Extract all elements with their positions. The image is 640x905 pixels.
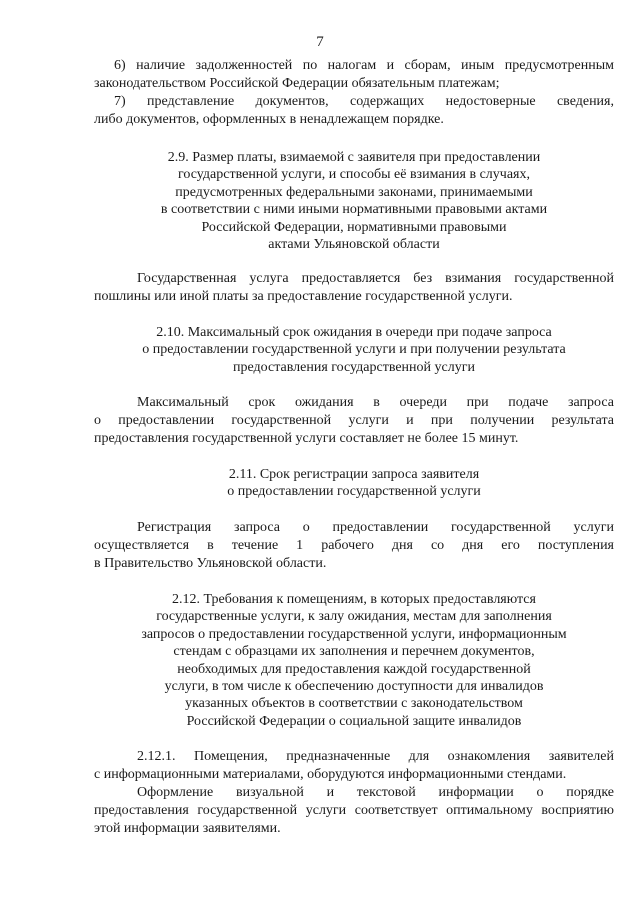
text-line: с информационными материалами, оборудуются информационными стендами. [94,767,567,782]
heading-line: предоставления государственной услуги [233,359,475,375]
text-line: пошлины или иной платы за предоставление государственной услуги. [94,289,513,304]
section-heading [94,591,614,730]
heading-line: предусмотренных федеральными законами, принимаемыми [175,184,533,200]
text-line: Оформление визуальной и текстовой информации о порядке [137,785,614,800]
text-line: осуществляется в течение 1 рабочего дня со дня его поступления [94,538,614,553]
section-heading [94,324,614,376]
paragraph [94,519,614,573]
heading-line: указанных объектов в соответствии с законодательством [185,696,523,712]
heading-line: Российской Федерации, нормативными правовыми [201,219,507,235]
heading-line: стендам с образцами их заполнения и перечнем документов, [173,644,535,660]
heading-line: Российской Федерации о социальной защите инвалидов [186,713,522,729]
text-line: Максимальный срок ожидания в очереди при подаче запроса [137,395,614,410]
heading-line: актами Ульяновской области [268,237,440,253]
heading-line: о предоставлении государственной услуги и при получении результата [142,342,566,358]
heading-line: государственной услуги, и способы её взимания в случаях, [178,167,530,183]
paragraph [94,748,614,838]
heading-line: 2.10. Максимальный срок ожидания в очереди при подаче запроса [156,325,552,340]
text-line: 2.12.1. Помещения, предназначенные для ознакомления заявителей [137,749,614,764]
text-line: либо документов, оформленных в ненадлежащем порядке. [94,112,444,127]
heading-line: необходимых для предоставления каждой государственной [177,661,531,677]
text-line: 6) наличие задолженностей по налогам и сборам, иным предусмотренным [114,58,614,73]
text-line: Регистрация запроса о предоставлении государственной услуги [137,520,614,535]
page-number: 7 [316,34,324,50]
heading-line: запросов о предоставлении государственной услуги, информационным [141,626,567,642]
text-line: законодательством Российской Федерации обязательным платежам; [94,76,500,91]
section-heading [94,466,614,501]
heading-line: услуги, в том числе к обеспечению доступности для инвалидов [164,679,544,695]
heading-line: 2.12. Требования к помещениям, в которых предоставляются [172,592,536,607]
heading-line: 2.9. Размер платы, взимаемой с заявителя при предоставлении [167,150,541,165]
text-line: Государственная услуга предоставляется без взимания государственной [137,271,614,286]
text-line: в Правительство Ульяновской области. [94,556,327,571]
section-heading [94,149,614,253]
text-line: предоставления государственной услуги составляет не более 15 минут. [94,431,519,446]
paragraph [94,394,614,448]
heading-line: о предоставлении государственной услуги [227,484,481,500]
text-line: предоставления государственной услуги соответствует оптимальному восприятию [94,803,614,818]
text-line: этой информации заявителями. [94,821,281,836]
text-line: 7) представление документов, содержащих недостоверные сведения, [114,94,614,109]
heading-line: государственные услуги, к залу ожидания, местам для заполнения [156,609,552,625]
text-line: о предоставлении государственной услуги и при получении результата [94,413,614,428]
heading-line: в соответствии с ними иными нормативными правовыми актами [160,202,548,218]
paragraph [94,270,614,306]
paragraph [94,57,614,129]
heading-line: 2.11. Срок регистрации запроса заявителя [228,467,480,482]
